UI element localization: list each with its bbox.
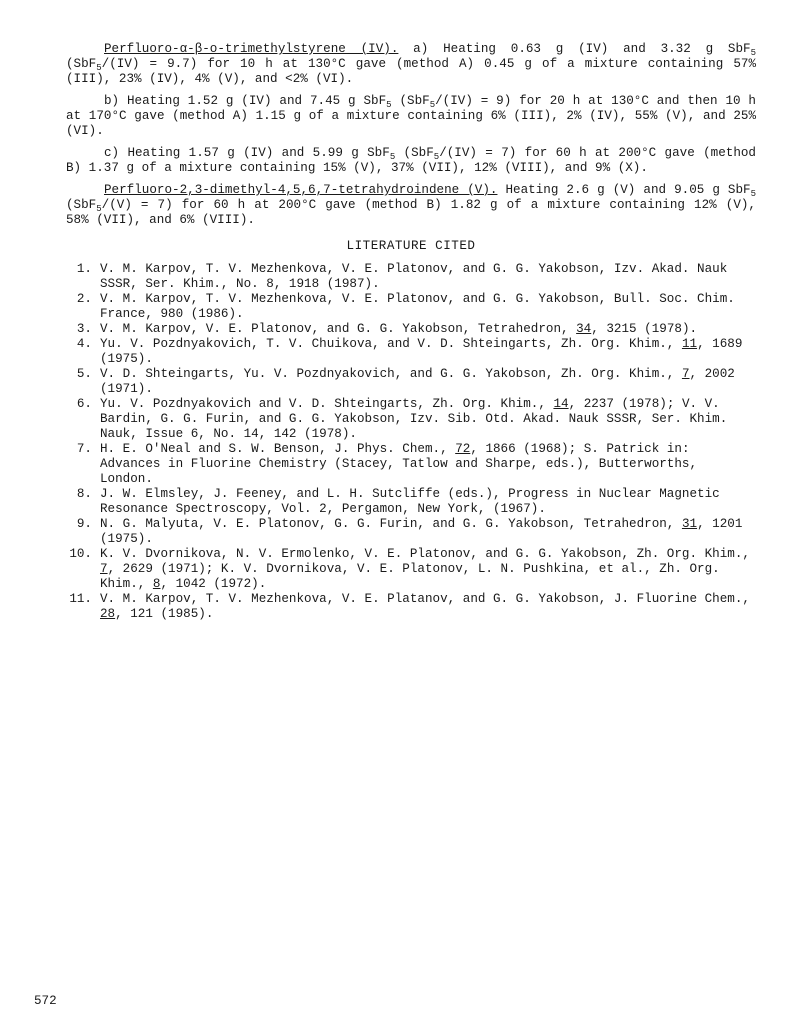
reference-number: 2. [76,292,92,306]
volume-number: 28 [100,607,116,621]
reference-text: V. D. Shteingarts, Yu. V. Pozdnyakovich, and G. G. Yakobson, Zh. Org. Khim., 7, 2002 (1971). [100,367,735,396]
section-heading: LITERATURE CITED [346,239,476,253]
volume-number: 7 [681,367,690,381]
reference-item [66,487,756,517]
reference-number: 11. [69,592,92,606]
volume-number: 72 [455,442,471,456]
paragraph-perfluoro-trimethylstyrene-a: Perfluoro-α-β-o-trimethylstyrene (IV). a) Heating 0.63 g (IV) and 3.32 g SbF$_5$ (SbF$_5$/(IV) = 9.7) for 10 h at 130°C gave (method A) 0.45 g of a mixture containing 57% (III), 23% (IV), 4% (V), and <2% (VI). [66,42,756,86]
reference-number: 4. [76,337,92,351]
reference-item [66,292,756,322]
reference-number: 5. [76,367,92,381]
reference-item [66,337,756,367]
reference-item [66,547,756,592]
reference-text: V. M. Karpov, T. V. Mezhenkova, V. E. Platonov, and G. G. Yakobson, Izv. Akad. Nauk SSSR, Ser. Khim., No. 8, 1918 (1987). [100,262,728,291]
reference-number: 1. [76,262,92,276]
page-body [66,42,756,622]
reference-text: K. V. Dvornikova, N. V. Ermolenko, V. E. Platonov, and G. G. Yakobson, Zh. Org. Khim., 7, 2629 (1971); K. V. Dvornikova, V. E. Platonov, L. N. Pushkina, et al., Zh. Org. Khim., 8, 1042 (1972). [100,547,750,591]
compound-title: Perfluoro-2,3-dimethyl-4,5,6,7-tetrahydroindene (V). [104,183,498,197]
reference-text: H. E. O'Neal and S. W. Benson, J. Phys. Chem., 72, 1866 (1968); S. Patrick in: Advances in Fluorine Chemistry (Stacey, Tatlow and Sharpe, eds.), Butterworths, London. [100,442,698,486]
paragraph-experiment-c: c) Heating 1.57 g (IV) and 5.99 g SbF$_5$ (SbF$_5$/(IV) = 7) for 60 h at 200°C gave (method B) 1.37 g of a mixture containing 15% (V), 37% (VII), 12% (VIII), and 9% (X). [66,146,756,175]
paragraph-perfluoro-dimethyl-tetrahydroindene: Perfluoro-2,3-dimethyl-4,5,6,7-tetrahydroindene (V). Heating 2.6 g (V) and 9.05 g SbF$_5$ (SbF$_5$/(V) = 7) for 60 h at 200°C gave (method B) 1.82 g of a mixture containing 12% (V), 58% (VII), and 6% (VIII). [66,183,756,227]
reference-number: 6. [76,397,92,411]
reference-text: J. W. Elmsley, J. Feeney, and L. H. Sutcliffe (eds.), Progress in Nuclear Magnetic Resonance Spectroscopy, Vol. 2, Pergamon, New York, (1967). [100,487,720,516]
volume-number: 34 [576,322,592,336]
volume-number: 8 [152,577,161,591]
reference-number: 8. [76,487,92,501]
reference-item [66,262,756,292]
reference-item [66,592,756,622]
reference-item [66,442,756,487]
reference-item [66,367,756,397]
reference-number: 7. [76,442,92,456]
reference-text: V. M. Karpov, T. V. Mezhenkova, V. E. Platanov, and G. G. Yakobson, J. Fluorine Chem., 28, 121 (1985). [100,592,750,621]
reference-item [66,322,756,337]
compound-title: Perfluoro-α-β-o-trimethylstyrene (IV). [104,42,399,56]
reference-number: 9. [76,517,92,531]
reference-text: N. G. Malyuta, V. E. Platonov, G. G. Furin, and G. G. Yakobson, Tetrahedron, 31, 1201 (1975). [100,517,743,546]
reference-text: V. M. Karpov, T. V. Mezhenkova, V. E. Platonov, and G. G. Yakobson, Bull. Soc. Chim. France, 980 (1986). [100,292,735,321]
volume-number: 11 [681,337,698,351]
reference-text: Yu. V. Pozdnyakovich and V. D. Shteingarts, Zh. Org. Khim., 14, 2237 (1978); V. V. Bardin, G. G. Furin, and G. G. Yakobson, Izv. Sib. Otd. Akad. Nauk SSSR, Ser. Khim. Nauk, Issue 6, No. 14, 142 (1978). [100,397,728,441]
volume-number: 7 [100,562,108,576]
paragraph-experiment-b: b) Heating 1.52 g (IV) and 7.45 g SbF$_5$ (SbF$_5$/(IV) = 9) for 20 h at 130°C and then 10 h at 170°C gave (method A) 1.15 g of a mixture containing 6% (III), 2% (IV), 55% (V), and 25% (VI). [66,94,756,138]
reference-text: Yu. V. Pozdnyakovich, T. V. Chuikova, and V. D. Shteingarts, Zh. Org. Khim., 11, 1689 (1975). [100,337,743,366]
volume-number: 31 [681,517,698,531]
reference-item [66,517,756,547]
reference-number: 3. [76,322,92,336]
page-number: 572 [34,994,57,1008]
reference-list [66,262,756,622]
reference-number: 10. [69,547,92,561]
reference-text: V. M. Karpov, V. E. Platonov, and G. G. Yakobson, Tetrahedron, 34, 3215 (1978). [100,322,698,336]
reference-item [66,397,756,442]
volume-number: 14 [553,397,569,411]
